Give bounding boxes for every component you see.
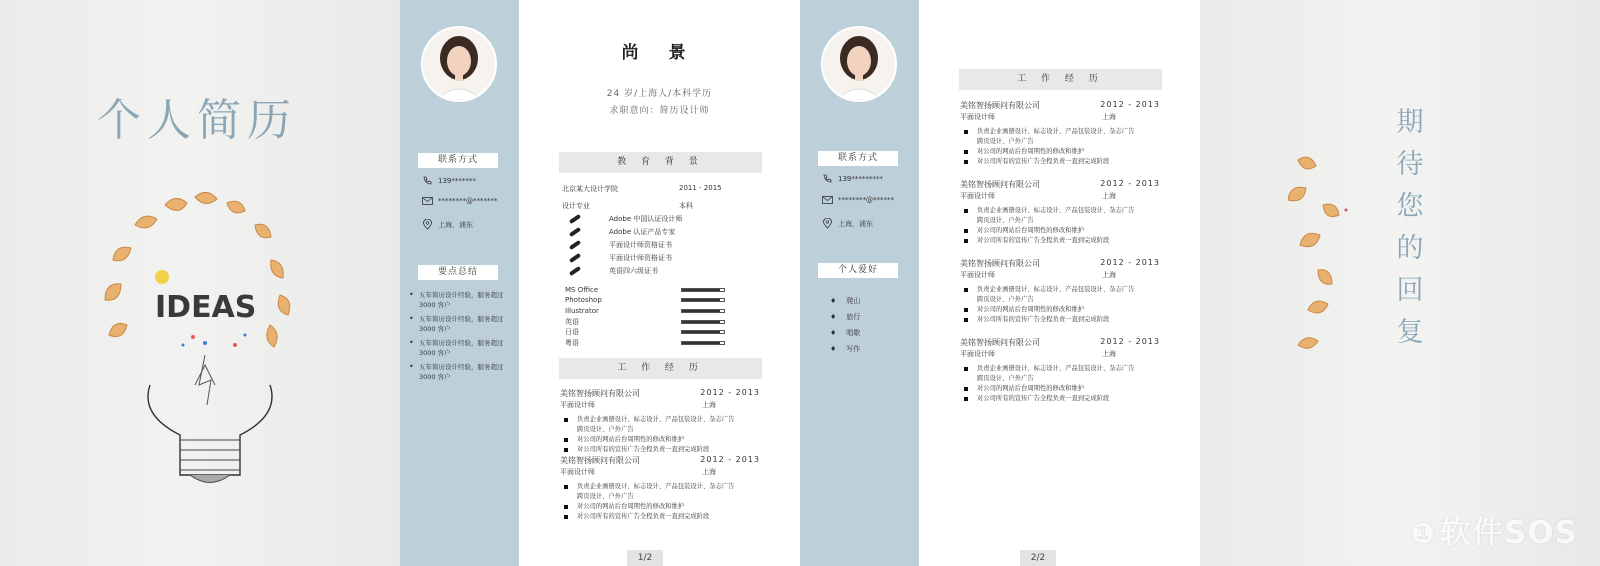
skill-row bbox=[565, 286, 745, 294]
phone-icon bbox=[820, 174, 834, 184]
cert-label: Adobe 中国认证设计师 bbox=[609, 215, 683, 223]
portrait-image bbox=[823, 28, 895, 100]
job-entry bbox=[960, 337, 1160, 404]
closing-char: 回 bbox=[1396, 275, 1424, 306]
company-name: 美铭智扬顾问有限公司 bbox=[560, 456, 640, 465]
skill-row bbox=[565, 327, 745, 337]
duty-item: 对公司所有的宣传广告全程负责一直到完成阶段 bbox=[560, 445, 760, 455]
skill-level-fill bbox=[682, 342, 720, 344]
list-item: • 五年简历设计经验，服务超过 3000 客户 bbox=[406, 290, 516, 310]
closing-char: 的 bbox=[1396, 233, 1424, 264]
job-title: 平面设计师 bbox=[960, 271, 995, 279]
duty-list bbox=[560, 415, 760, 455]
cert-label: 平面设计师资格证书 bbox=[609, 254, 672, 262]
sidebar bbox=[800, 0, 919, 566]
skill-level-fill bbox=[682, 310, 720, 312]
duty-item: 对公司的网站后台周期性的修改和维护 bbox=[560, 435, 760, 445]
job-objective: 求职意向：简历设计师 bbox=[609, 106, 710, 116]
hobby-heading: 个人爱好 bbox=[818, 263, 898, 278]
drop-icon: ♦ bbox=[830, 313, 837, 321]
job-years: 2012 - 2013 bbox=[700, 455, 760, 464]
company-name: 美铭智扬顾问有限公司 bbox=[960, 259, 1040, 268]
duty-item: 对公司的网站后台周期性的修改和维护 bbox=[960, 384, 1160, 394]
watermark-logo-icon: ❶ bbox=[1411, 517, 1436, 550]
list-item bbox=[830, 325, 860, 341]
contact-location bbox=[820, 218, 873, 229]
location-text: 上海，浦东 bbox=[838, 219, 873, 228]
pencil-shavings-illustration bbox=[1288, 150, 1368, 365]
cert-label: 英语四六级证书 bbox=[609, 267, 658, 275]
job-entry bbox=[960, 258, 1160, 325]
hobby-label: 爬山 bbox=[846, 297, 861, 305]
cert-item bbox=[569, 253, 672, 263]
avatar bbox=[821, 26, 897, 102]
skill-level-bar bbox=[681, 298, 725, 302]
cert-item bbox=[569, 266, 658, 276]
location-text: 上海，浦东 bbox=[438, 220, 473, 229]
school-years: 2011 - 2015 bbox=[679, 184, 722, 192]
lightbulb-illustration bbox=[95, 185, 325, 505]
job-entry bbox=[960, 179, 1160, 246]
skill-level-fill bbox=[682, 299, 720, 301]
phone-text: 139******* bbox=[438, 177, 476, 185]
contact-location bbox=[420, 219, 473, 230]
work-heading: 工 作 经 历 bbox=[559, 358, 762, 379]
main-content bbox=[519, 0, 800, 566]
avatar bbox=[421, 26, 497, 102]
summary-list bbox=[406, 290, 516, 386]
duty-item: 负责企业画册设计、标志设计、产品包装设计、杂志广告 bbox=[560, 415, 760, 425]
watermark bbox=[1411, 507, 1578, 552]
hobby-label: 唱歌 bbox=[846, 329, 861, 337]
cover-right bbox=[1200, 0, 1600, 566]
skill-level-fill bbox=[682, 289, 720, 291]
skill-level-bar bbox=[681, 288, 725, 292]
major: 设计专业 bbox=[562, 202, 590, 210]
resume-page-2 bbox=[800, 0, 1200, 566]
ideas-art-text: IDEAS bbox=[155, 290, 257, 325]
skill-level-bar bbox=[681, 320, 725, 324]
duty-item: 对公司的网站后台周期性的修改和维护 bbox=[960, 226, 1160, 236]
duty-list bbox=[960, 285, 1160, 325]
hobby-label: 旅行 bbox=[846, 313, 861, 321]
duty-list bbox=[960, 127, 1160, 167]
location-pin-icon bbox=[420, 219, 434, 230]
job-years: 2012 - 2013 bbox=[1100, 179, 1160, 188]
skill-row bbox=[565, 338, 745, 348]
job-city: 上海 bbox=[1102, 192, 1116, 200]
duty-item: 对公司的网站后台周期性的修改和维护 bbox=[960, 147, 1160, 157]
closing-char: 期 bbox=[1396, 107, 1424, 138]
school-name: 北京某大设计学院 bbox=[562, 185, 618, 193]
pen-icon bbox=[569, 214, 581, 224]
duty-item: 跨页设计、户外广告 bbox=[977, 217, 1034, 224]
page-number: 2/2 bbox=[1020, 550, 1056, 566]
duty-item: 负责企业画册设计、标志设计、产品包装设计、杂志广告 bbox=[960, 206, 1160, 216]
list-item: • 五年简历设计经验，服务超过 3000 客户 bbox=[406, 362, 516, 382]
cert-item bbox=[569, 240, 672, 250]
cover-left bbox=[0, 0, 400, 566]
company-name: 美铭智扬顾问有限公司 bbox=[960, 180, 1040, 189]
job-years: 2012 - 2013 bbox=[700, 388, 760, 397]
job-entry bbox=[960, 100, 1160, 167]
duty-item: 跨页设计、户外广告 bbox=[577, 493, 634, 500]
drop-icon: ♦ bbox=[830, 345, 837, 353]
personal-info: 24 岁/上海人/本科学历 bbox=[606, 89, 713, 99]
duty-list bbox=[560, 482, 760, 522]
location-pin-icon bbox=[820, 218, 834, 229]
duty-item: 跨页设计、户外广告 bbox=[977, 375, 1034, 382]
company-name: 美铭智扬顾问有限公司 bbox=[560, 389, 640, 398]
duty-item: 对公司所有的宣传广告全程负责一直到完成阶段 bbox=[960, 315, 1160, 325]
job-entry bbox=[560, 455, 760, 522]
work-heading: 工 作 经 历 bbox=[959, 69, 1162, 90]
duty-item: 跨页设计、户外广告 bbox=[977, 296, 1034, 303]
main-content bbox=[919, 0, 1200, 566]
cover-title: 个人简历 bbox=[97, 95, 297, 146]
portrait-image bbox=[423, 28, 495, 100]
skill-level-fill bbox=[682, 321, 720, 323]
duty-item: 对公司所有的宣传广告全程负责一直到完成阶段 bbox=[560, 512, 760, 522]
skill-level-bar bbox=[681, 330, 725, 334]
skill-row bbox=[565, 307, 745, 315]
skill-row bbox=[565, 317, 745, 327]
page-number: 1/2 bbox=[627, 550, 663, 566]
skill-label: 日语 bbox=[565, 328, 579, 337]
job-city: 上海 bbox=[702, 468, 716, 476]
duty-item: 负责企业画册设计、标志设计、产品包装设计、杂志广告 bbox=[960, 364, 1160, 374]
duty-item: 对公司的网站后台周期性的修改和维护 bbox=[960, 305, 1160, 315]
job-title: 平面设计师 bbox=[560, 468, 595, 476]
vertical-closing-text bbox=[1390, 100, 1430, 352]
list-item: • 五年简历设计经验，服务超过 3000 客户 bbox=[406, 338, 516, 358]
hobby-label: 写作 bbox=[846, 345, 861, 353]
list-item bbox=[830, 341, 860, 357]
email-text: ********@******* bbox=[438, 197, 498, 205]
contact-phone bbox=[420, 176, 476, 186]
duty-item: 负责企业画册设计、标志设计、产品包装设计、杂志广告 bbox=[960, 127, 1160, 137]
skill-level-bar bbox=[681, 309, 725, 313]
skill-label: Photoshop bbox=[565, 296, 602, 305]
resume-page-1 bbox=[400, 0, 800, 566]
pen-icon bbox=[569, 253, 581, 263]
skill-level-bar bbox=[681, 341, 725, 345]
duty-item: 跨页设计、户外广告 bbox=[577, 426, 634, 433]
duty-item: 负责企业画册设计、标志设计、产品包装设计、杂志广告 bbox=[960, 285, 1160, 295]
job-years: 2012 - 2013 bbox=[1100, 337, 1160, 346]
hobby-list bbox=[830, 293, 860, 357]
duty-item: 跨页设计、户外广告 bbox=[977, 138, 1034, 145]
list-item: • 五年简历设计经验，服务超过 3000 客户 bbox=[406, 314, 516, 334]
drop-icon: ♦ bbox=[830, 297, 837, 305]
duty-list bbox=[960, 364, 1160, 404]
job-city: 上海 bbox=[1102, 350, 1116, 358]
pen-icon bbox=[569, 240, 581, 250]
list-item bbox=[830, 293, 860, 309]
duty-item: 负责企业画册设计、标志设计、产品包装设计、杂志广告 bbox=[560, 482, 760, 492]
mail-icon bbox=[420, 197, 434, 205]
closing-char: 复 bbox=[1396, 317, 1424, 348]
cert-item bbox=[569, 214, 682, 224]
job-title: 平面设计师 bbox=[960, 113, 995, 121]
email-text: ********@****** bbox=[838, 196, 894, 204]
skill-label: Illustrator bbox=[565, 306, 599, 315]
company-name: 美铭智扬顾问有限公司 bbox=[960, 338, 1040, 347]
cert-label: Adobe 认证产品专家 bbox=[609, 228, 676, 236]
job-city: 上海 bbox=[702, 401, 716, 409]
job-title: 平面设计师 bbox=[960, 350, 995, 358]
drop-icon: ♦ bbox=[830, 329, 837, 337]
duty-item: 对公司所有的宣传广告全程负责一直到完成阶段 bbox=[960, 157, 1160, 167]
closing-char: 您 bbox=[1396, 191, 1424, 222]
job-title: 平面设计师 bbox=[560, 401, 595, 409]
skill-label: 英语 bbox=[565, 317, 579, 326]
duty-item: 对公司的网站后台周期性的修改和维护 bbox=[560, 502, 760, 512]
job-city: 上海 bbox=[1102, 271, 1116, 279]
job-entry bbox=[560, 388, 760, 455]
skill-level-fill bbox=[682, 331, 720, 333]
pen-icon bbox=[569, 266, 581, 276]
phone-text: 139********* bbox=[838, 175, 883, 183]
job-years: 2012 - 2013 bbox=[1100, 100, 1160, 109]
list-item bbox=[830, 309, 860, 325]
resume-name: 尚 景 bbox=[621, 43, 698, 63]
education-heading: 教 育 背 景 bbox=[559, 152, 762, 173]
duty-list bbox=[960, 206, 1160, 246]
phone-icon bbox=[420, 176, 434, 186]
contact-heading: 联系方式 bbox=[418, 153, 498, 168]
contact-heading: 联系方式 bbox=[818, 151, 898, 166]
summary-heading: 要点总结 bbox=[418, 265, 498, 280]
job-years: 2012 - 2013 bbox=[1100, 258, 1160, 267]
cert-item bbox=[569, 227, 675, 237]
closing-char: 待 bbox=[1396, 149, 1424, 180]
watermark-text: 软件SOS bbox=[1439, 515, 1578, 551]
contact-phone bbox=[820, 174, 883, 184]
contact-email bbox=[420, 197, 498, 205]
cert-label: 平面设计师资格证书 bbox=[609, 241, 672, 249]
job-title: 平面设计师 bbox=[960, 192, 995, 200]
job-city: 上海 bbox=[1102, 113, 1116, 121]
contact-email bbox=[820, 196, 894, 204]
skill-label: MS Office bbox=[565, 286, 599, 294]
skill-row bbox=[565, 296, 745, 304]
degree: 本科 bbox=[679, 202, 693, 210]
duty-item: 对公司所有的宣传广告全程负责一直到完成阶段 bbox=[960, 236, 1160, 246]
pen-icon bbox=[569, 227, 581, 237]
duty-item: 对公司所有的宣传广告全程负责一直到完成阶段 bbox=[960, 394, 1160, 404]
company-name: 美铭智扬顾问有限公司 bbox=[960, 101, 1040, 110]
mail-icon bbox=[820, 196, 834, 204]
sidebar bbox=[400, 0, 519, 566]
skill-label: 粤语 bbox=[565, 338, 579, 347]
